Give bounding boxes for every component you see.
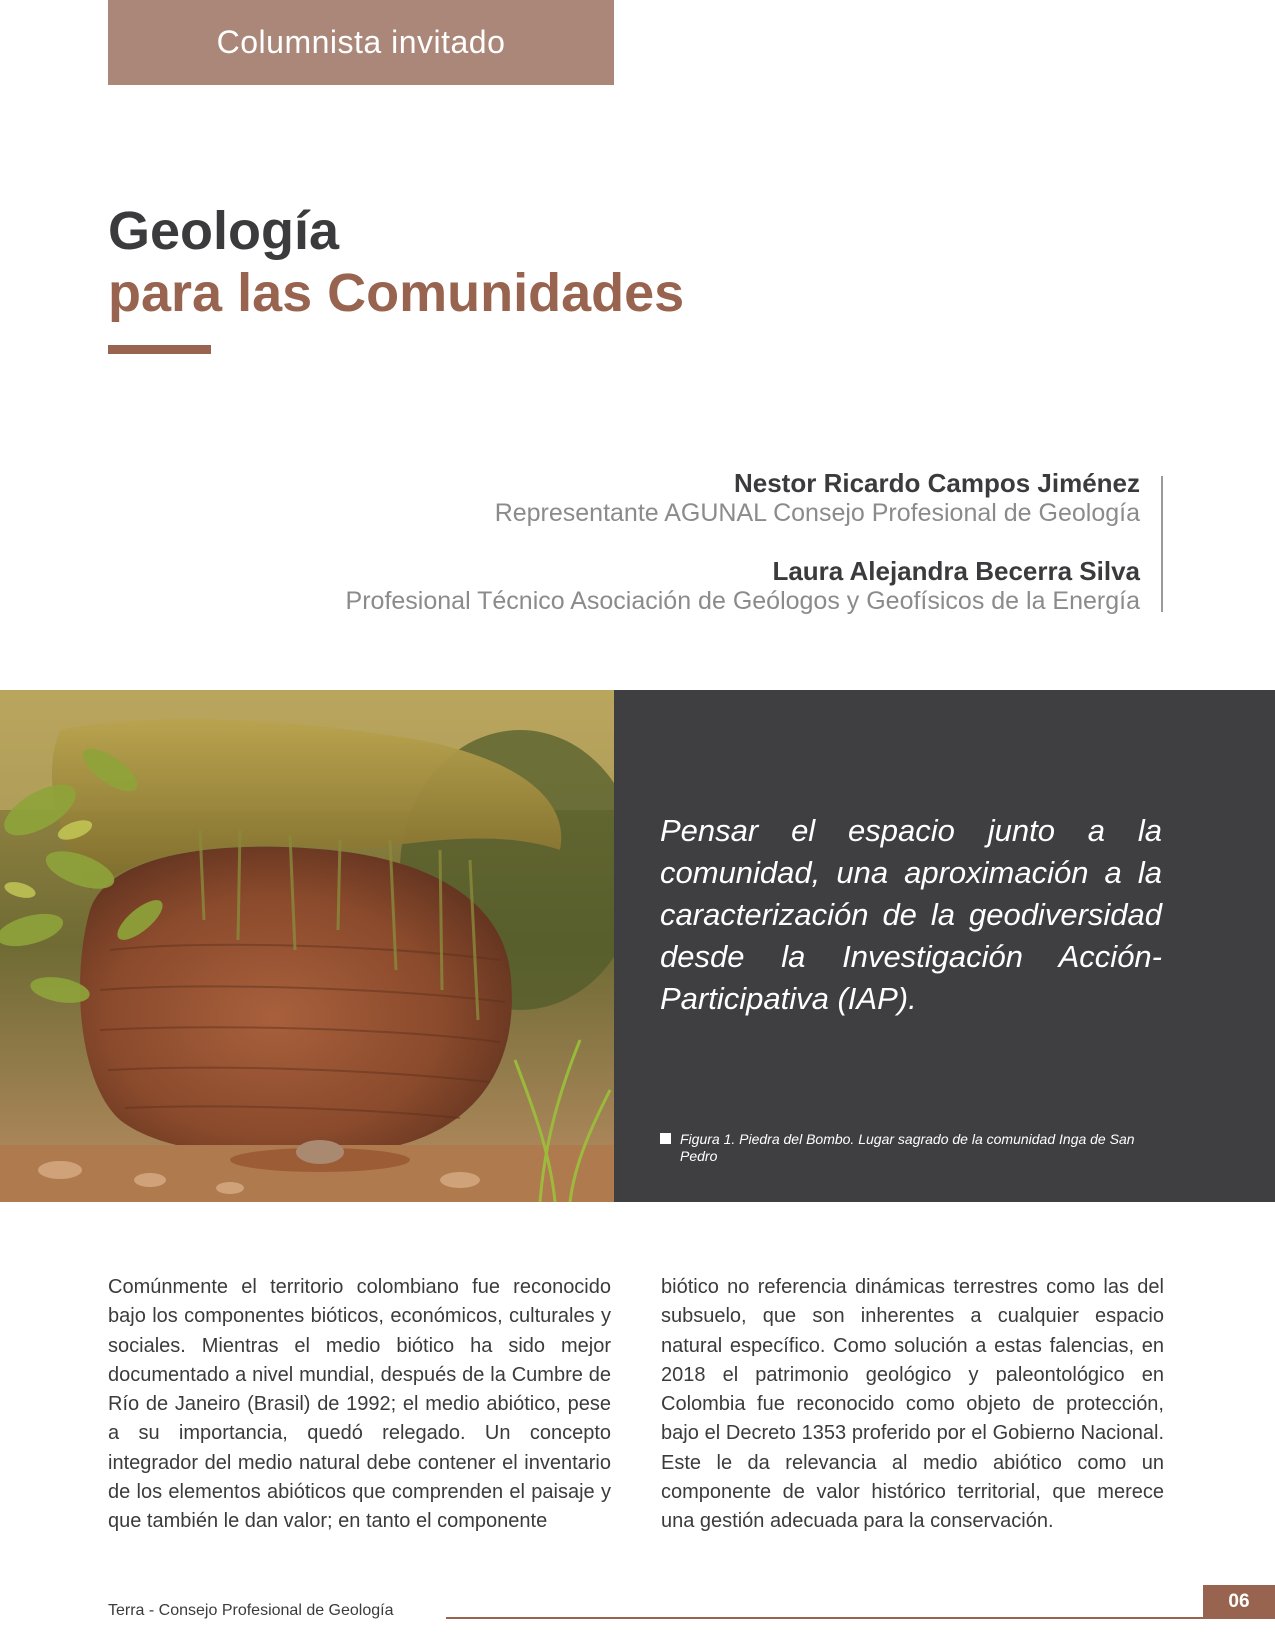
caption-text: Figura 1. Piedra del Bombo. Lugar sagrado de la comunidad Inga de San Pedro — [680, 1131, 1135, 1164]
pull-quote: Pensar el espacio junto a la comunidad, una aproximación a la caracterización de la geodiversidad desde la Investigación Acción-Participativa (IAP). — [660, 813, 1162, 1016]
title-line-2: para las Comunidades — [108, 263, 685, 323]
page-number-text: 06 — [1228, 1591, 1250, 1612]
hero-section — [0, 690, 1275, 1202]
quote-panel — [614, 690, 1275, 1202]
body-column-right: biótico no referencia dinámicas terrestres como las del subsuelo, que son inherentes a cualquier espacio natural específico. Como solución a estas falencias, en 2018 el patrimonio geológico y paleontológico en Colombia fue reconocido como objeto de protección, bajo el Decreto 1353 proferido por el Gobierno Nacional. Este le da relevancia al medio abiótico como un componente de valor histórico territorial, que merece una gestión adecuada para la conservación. — [661, 1276, 1164, 1533]
author-name: Laura Alejandra Becerra Silva — [772, 556, 1140, 586]
body-column-left: Comúnmente el territorio colombiano fue reconocido bajo los componentes bióticos, económicos, culturales y sociales. Mientras el medio biótico ha sido mejor documentado a nivel mundial, después de la Cumbre de Río de Janeiro (Brasil) de 1992; el medio abiótico, pese a su importancia, quedó relegado. Un concepto integrador del medio natural debe contener el inventario de los elementos abióticos que comprenden el paisaje y que también le dan valor; en tanto el componente — [108, 1276, 611, 1533]
author-name: Nestor Ricardo Campos Jiménez — [733, 468, 1140, 498]
rock-photo — [0, 690, 614, 1202]
footer-publication: Terra - Consejo Profesional de Geología — [108, 1602, 394, 1619]
figure-caption — [660, 1131, 1166, 1165]
footer-rule — [446, 1617, 1203, 1619]
title-underline — [108, 345, 211, 354]
section-tab — [108, 0, 614, 85]
authors-divider — [1161, 476, 1163, 612]
page-number — [1203, 1585, 1275, 1619]
section-label: Columnista invitado — [216, 24, 506, 60]
author-role: Representante AGUNAL Consejo Profesional de Geología — [494, 499, 1140, 527]
caption-bullet-icon — [660, 1133, 671, 1144]
author-role: Profesional Técnico Asociación de Geólogos y Geofísicos de la Energía — [345, 587, 1140, 615]
article-title — [108, 200, 684, 324]
title-line-1: Geología — [108, 201, 340, 261]
authors-block — [140, 468, 1140, 644]
